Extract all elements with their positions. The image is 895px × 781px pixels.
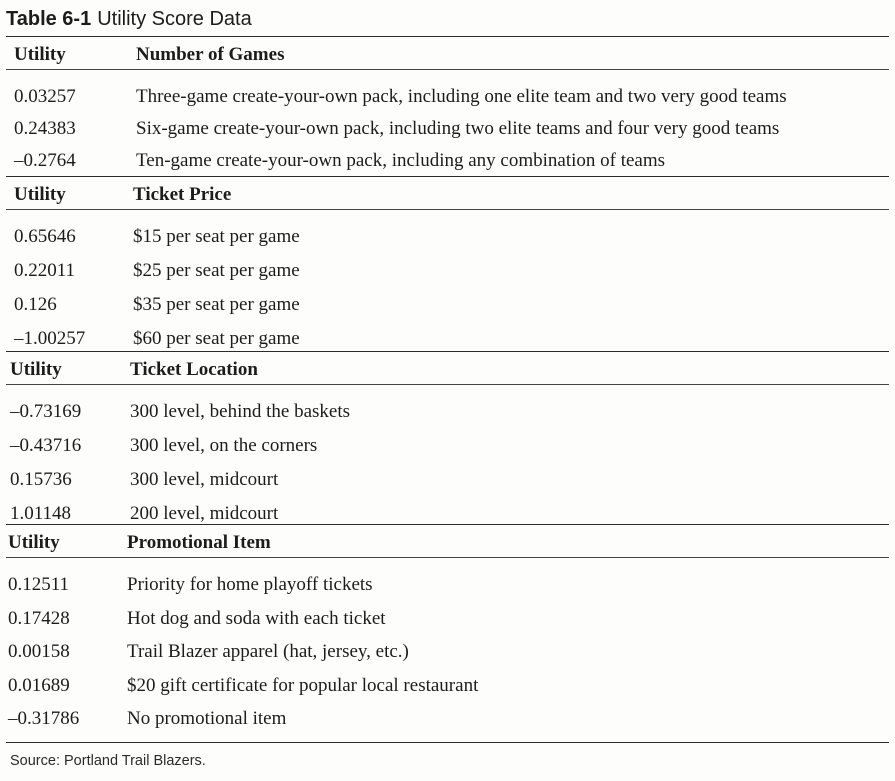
section-top-rule xyxy=(6,351,889,352)
table-caption xyxy=(6,6,252,32)
header-underline-rule xyxy=(6,209,889,210)
attribute-level: Six-game create-your-own pack, including two elite teams and four very good teams xyxy=(136,118,780,139)
attribute-column-header: Promotional Item xyxy=(127,532,271,553)
section-top-rule xyxy=(6,524,889,525)
attribute-level: 200 level, midcourt xyxy=(130,503,279,524)
utility-column-header: Utility xyxy=(10,359,62,380)
utility-value: 0.00158 xyxy=(8,641,70,662)
section-top-rule xyxy=(6,36,889,37)
attribute-column-header: Ticket Location xyxy=(130,359,258,380)
table-bottom-rule xyxy=(6,742,889,743)
utility-value: 0.24383 xyxy=(14,118,76,139)
attribute-level: $60 per seat per game xyxy=(133,328,300,349)
utility-column-header: Utility xyxy=(8,532,60,553)
utility-value: 0.01689 xyxy=(8,674,70,696)
table-title: Utility Score Data xyxy=(97,8,252,30)
utility-value: 0.65646 xyxy=(14,226,76,247)
utility-value: 1.01148 xyxy=(10,503,72,524)
attribute-level: 300 level, midcourt xyxy=(130,469,279,490)
attribute-level: Three-game create-your-own pack, including one elite team and two very good teams xyxy=(136,86,787,107)
attribute-column-header: Ticket Price xyxy=(133,184,232,205)
utility-value: –0.2764 xyxy=(14,150,76,171)
attribute-level: $20 gift certificate for popular local restaurant xyxy=(127,674,479,696)
attribute-level: 300 level, behind the baskets xyxy=(130,401,351,422)
utility-value: 0.126 xyxy=(14,294,57,315)
utility-column-header: Utility xyxy=(14,184,66,205)
utility-column-header: Utility xyxy=(14,44,66,65)
header-underline-rule xyxy=(6,384,889,385)
attribute-level: No promotional item xyxy=(127,708,287,729)
utility-value: 0.17428 xyxy=(8,607,70,629)
utility-value: –0.43716 xyxy=(10,435,82,456)
attribute-column-header: Number of Games xyxy=(136,44,285,65)
section-top-rule xyxy=(6,176,889,177)
utility-value: –1.00257 xyxy=(14,328,86,349)
header-underline-rule xyxy=(6,69,889,70)
table-label: Table 6-1 xyxy=(6,8,92,30)
utility-value: –0.31786 xyxy=(8,708,80,729)
attribute-level: $35 per seat per game xyxy=(133,294,300,315)
utility-value: –0.73169 xyxy=(10,401,82,422)
attribute-level: $25 per seat per game xyxy=(133,260,300,281)
utility-value: 0.22011 xyxy=(14,260,76,281)
attribute-level: Priority for home playoff tickets xyxy=(127,574,373,595)
utility-value: 0.12511 xyxy=(8,574,70,595)
attribute-level: Ten-game create-your-own pack, including any combination of teams xyxy=(136,150,666,171)
table-source-note: Source: Portland Trail Blazers. xyxy=(10,753,206,769)
attribute-level: $15 per seat per game xyxy=(133,226,300,247)
attribute-level: Trail Blazer apparel (hat, jersey, etc.) xyxy=(127,641,409,662)
utility-value: 0.03257 xyxy=(14,86,76,107)
header-underline-rule xyxy=(6,557,889,558)
attribute-level: 300 level, on the corners xyxy=(130,435,318,456)
attribute-level: Hot dog and soda with each ticket xyxy=(127,607,386,629)
utility-value: 0.15736 xyxy=(10,469,72,490)
